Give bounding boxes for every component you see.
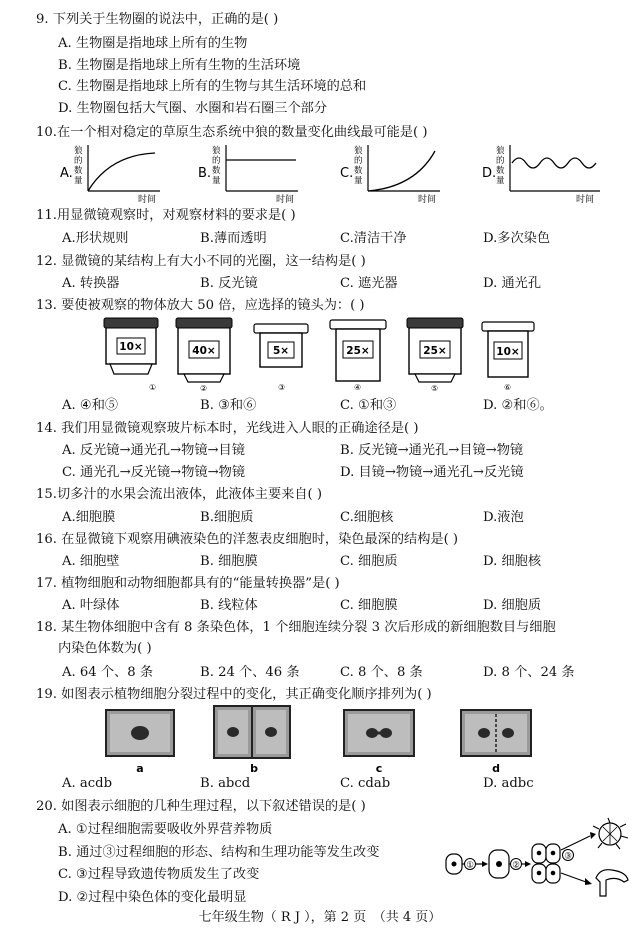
q19-stem: 19. 如图表示植物细胞分裂过程中的变化，其正确变化顺序排列为( ) [36,687,432,702]
q13-lenses [0,318,640,393]
graph-a-letter: A. [60,166,73,181]
cell-d-label: d [492,762,500,775]
q18-option-d: D. 8 个、24 条 [483,665,575,680]
q13-option-b: B. ③和⑥ [200,398,257,413]
q14-option-a: A. 反光镜→通光孔→物镜→目镜 [62,443,245,458]
q16-option-c: C. 细胞质 [340,554,398,569]
q11-stem: 11.用显微镜观察时，对观察材料的要求是( ) [36,208,296,223]
graph-c-letter: C. [340,166,354,181]
y-label: 数 [74,166,83,176]
graph-d [482,145,600,205]
lens-4-num: ④ [354,383,362,392]
y-label: 数 [496,166,505,176]
lens-1 [104,318,158,392]
lens-3-num: ③ [278,383,286,392]
lens-6 [482,322,534,392]
cell-b-label: b [250,762,258,775]
q11-option-c: C.清洁干净 [340,231,407,246]
graph-b [198,145,298,205]
page-footer: 七年级生物（ R J ），第 2 页 （共 4 页） [198,910,442,925]
q11-option-b: B.薄而透明 [200,231,267,246]
y-label: 数 [354,166,363,176]
q15-option-d: D.液泡 [483,510,524,525]
q18-stem: 18. 某生物体细胞中含有 8 条染色体，1 个细胞连续分裂 3 次后形成的新细胞数目与细胞 [36,620,556,635]
lens-5-mag: 25× [423,345,447,357]
lens-4 [330,320,386,392]
x-label: 时间 [576,195,595,205]
y-label: 的 [212,156,221,166]
q18-stem-cont: 内染色体数为( ) [58,641,152,656]
x-label: 时间 [138,195,157,205]
lens-3-mag: 5× [272,345,290,357]
y-label: 狼 [354,146,363,156]
process-2-label: ② [512,860,520,871]
q19-option-a: A. acdb [62,776,113,791]
q17-option-c: C. 细胞膜 [340,598,398,613]
x-label: 时间 [418,195,437,205]
lens-5-num: ⑤ [431,384,439,393]
q19-option-b: B. abcd [200,776,251,791]
lens-2-mag: 40× [192,345,216,357]
q15-stem: 15.切多汁的水果会流出液体，此液体主要来自( ) [36,487,323,502]
q12-stem: 12. 显微镜的某结构上有大小不同的光圈，这一结构是( ) [36,254,366,269]
x-label: 时间 [276,195,295,205]
lens-5 [407,318,463,393]
lens-6-mag: 10× [496,346,520,358]
q12-option-d: D. 通光孔 [483,276,542,291]
graph-b-letter: B. [198,166,212,181]
q15-option-c: C.细胞核 [340,510,394,525]
q13-option-a: A. ④和⑤ [62,398,119,413]
cell-a [106,710,174,775]
q20-option-b: B. 通过③过程细胞的形态、结构和生理功能等发生改变 [58,845,380,860]
q19-option-d: D. adbc [483,776,534,791]
q20-option-d: D. ②过程中染色体的变化最明显 [58,890,247,905]
q20-stem: 20. 如图表示细胞的几种生理过程，以下叙述错误的是( ) [36,799,366,814]
q20-process-diagram [440,818,636,904]
cell-b [214,706,290,775]
q17-stem: 17. 植物细胞和动物细胞都具有的“能量转换器”是( ) [36,576,340,591]
q15-option-a: A.细胞膜 [62,510,116,525]
cell-c-label: c [375,762,383,775]
q13-stem: 13. 要使被观察的物体放大 50 倍，应选择的镜头为：( ) [36,298,365,313]
cell-c [344,710,414,775]
q14-stem: 14. 我们用显微镜观察玻片标本时，光线进入人眼的正确途径是( ) [36,421,419,436]
q9-option-d: D. 生物圈包括大气圈、水圈和岩石圈三个部分 [58,101,328,116]
q17-option-d: D. 细胞质 [483,598,542,613]
graph-c [340,145,440,205]
q18-option-c: C. 8 个、8 条 [340,665,423,680]
q16-option-d: D. 细胞核 [483,554,542,569]
q12-option-c: C. 遮光器 [340,276,398,291]
lens-1-mag: 10× [119,341,143,353]
q19-option-c: C. cdab [340,776,391,791]
q11-option-d: D.多次染色 [483,231,551,246]
q13-option-c: C. ①和③ [340,398,397,413]
y-label: 的 [74,156,83,166]
curve-oscillating [512,158,596,168]
q20-option-c: C. ③过程导致遗传物质发生了改变 [58,867,260,882]
y-label: 数 [212,166,221,176]
differentiated-cell-elongated [596,870,628,896]
q18-option-a: A. 64 个、8 条 [62,665,154,680]
curve-exponential [368,151,435,191]
graph-d-letter: D. [482,166,497,181]
q9-option-c: C. 生物圈是指地球上所有的生物与其生活环境的总和 [58,79,367,94]
q11-option-a: A.形状规则 [62,231,129,246]
process-1-label: ① [466,860,474,871]
lens-2-num: ② [200,384,208,393]
y-label: 狼 [74,146,83,156]
lens-6-num: ⑥ [504,383,512,392]
y-label: 的 [354,156,363,166]
lens-2 [176,318,232,393]
y-label: 的 [496,156,505,166]
q10-stem: 10.在一个相对稳定的草原生态系统中狼的数量变化曲线最可能是( ) [36,125,428,140]
q16-option-b: B. 细胞膜 [200,554,258,569]
q9-option-b: B. 生物圈是指地球上所有生物的生活环境 [58,58,301,73]
differentiated-cell-star [593,818,628,849]
q18-option-b: B. 24 个、46 条 [200,665,300,680]
q15-option-b: B.细胞质 [200,510,254,525]
q14-option-b: B. 反光镜→通光孔→目镜→物镜 [340,443,524,458]
q17-option-b: B. 线粒体 [200,598,258,613]
y-label: 狼 [496,146,505,156]
q12-option-a: A. 转换器 [62,276,120,291]
cell-a-label: a [136,762,144,775]
q19-cells [0,706,640,776]
y-label: 量 [496,176,505,186]
graph-a [60,145,160,205]
q14-option-d: D. 目镜→物镜→通光孔→反光镜 [340,465,524,480]
y-label: 量 [354,176,363,186]
process-3-label: ③ [564,851,572,862]
q16-option-a: A. 细胞壁 [62,554,120,569]
q16-stem: 16. 在显微镜下观察用碘液染色的洋葱表皮细胞时，染色最深的结构是( ) [36,532,459,547]
q12-option-b: B. 反光镜 [200,276,258,291]
y-label: 狼 [212,146,221,156]
q20-option-a: A. ①过程细胞需要吸收外界营养物质 [58,822,273,837]
q17-option-a: A. 叶绿体 [62,598,120,613]
q13-option-d: D. ②和⑥。 [483,398,553,413]
q9-stem: 9. 下列关于生物圈的说法中，正确的是( ) [36,12,279,27]
y-label: 量 [74,176,83,186]
y-label: 量 [212,176,221,186]
q9-option-a: A. 生物圈是指地球上所有的生物 [58,36,248,51]
lens-3 [254,324,308,392]
lens-1-num: ① [149,383,157,392]
lens-4-mag: 25× [346,345,370,357]
q10-graphs [0,143,640,203]
q14-option-c: C. 通光孔→反光镜→物镜→物镜 [62,465,246,480]
curve-saturating [88,153,155,191]
cell-d [461,710,531,775]
